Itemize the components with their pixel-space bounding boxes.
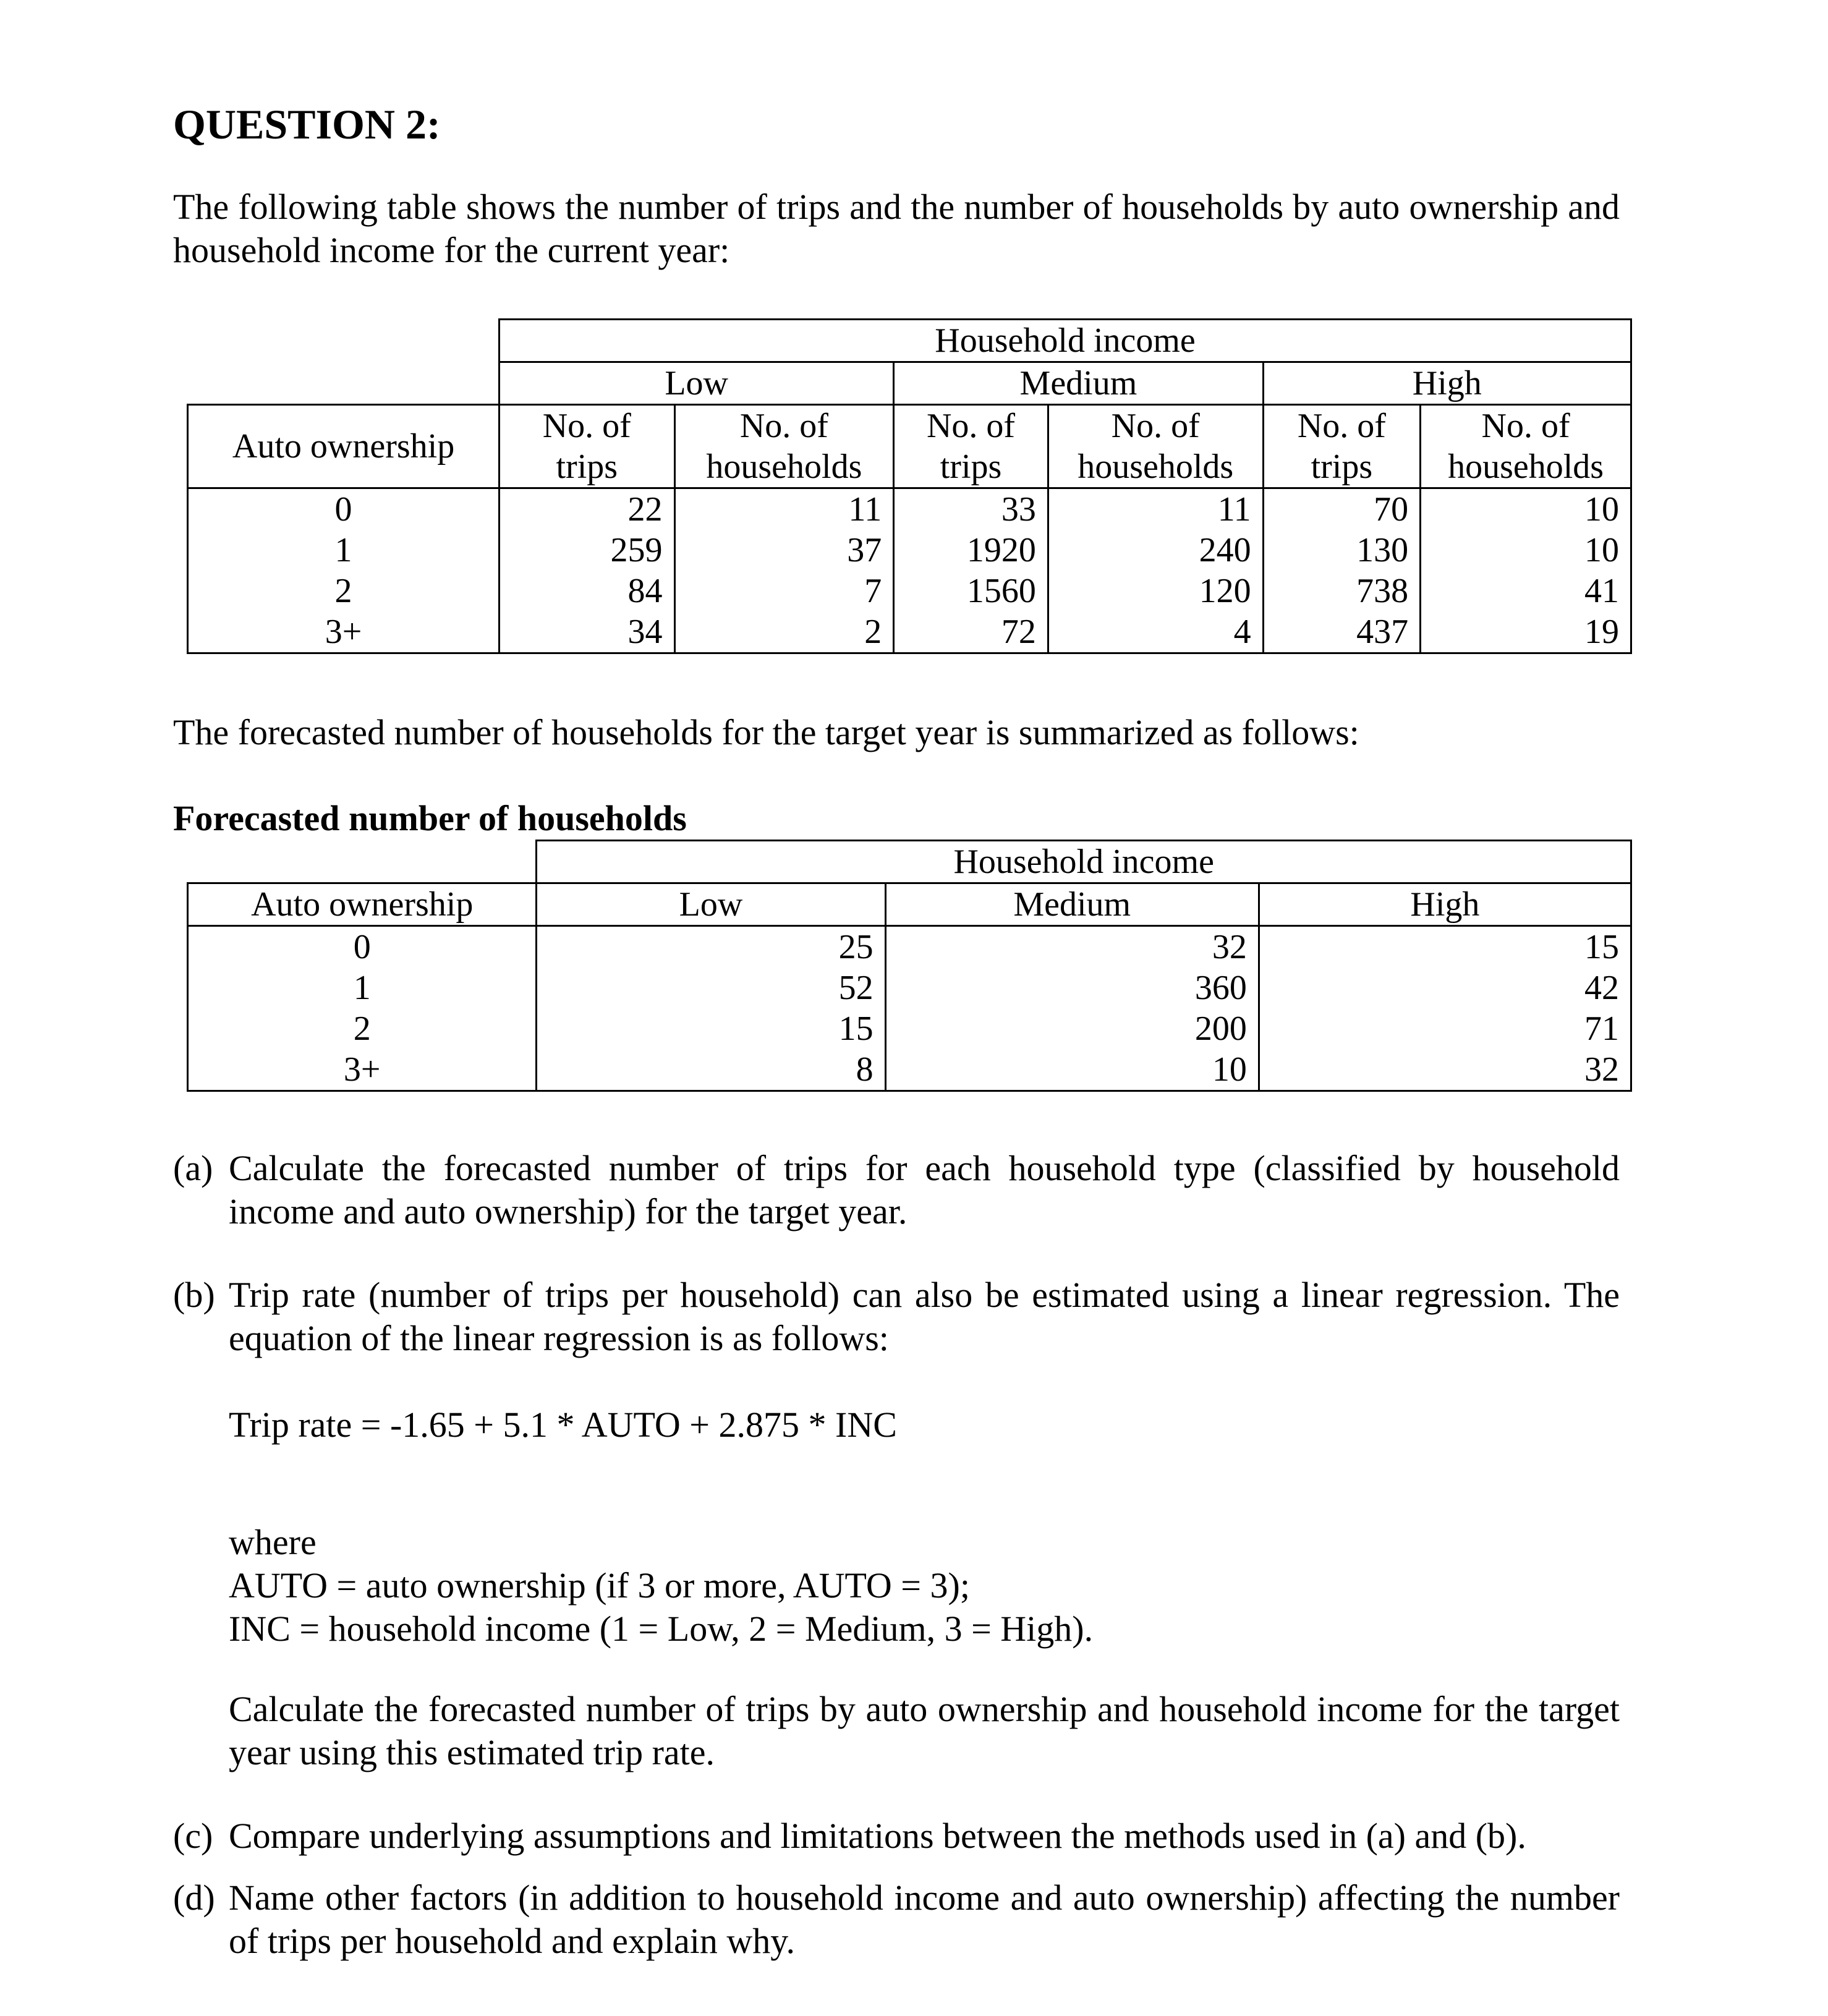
cell-value: 10 bbox=[1421, 488, 1631, 530]
cell-value: 32 bbox=[1259, 1049, 1631, 1091]
cell-value: 1920 bbox=[894, 530, 1048, 571]
cell-value: 11 bbox=[674, 488, 894, 530]
question-title: QUESTION 2: bbox=[173, 101, 441, 148]
auto-value: 3+ bbox=[188, 611, 500, 653]
cell-value: 4 bbox=[1048, 611, 1263, 653]
income-medium-header: Medium bbox=[894, 362, 1263, 405]
part-b bbox=[173, 1274, 1620, 1360]
col-households-header: No. of households bbox=[674, 405, 894, 488]
cell-value: 360 bbox=[885, 968, 1259, 1008]
cell-value: 437 bbox=[1263, 611, 1421, 653]
cell-value: 259 bbox=[500, 530, 674, 571]
col-households-header: No. of households bbox=[1048, 405, 1263, 488]
col-trips-header: No. of trips bbox=[1263, 405, 1421, 488]
auto-value: 0 bbox=[188, 488, 500, 530]
cell-value: 7 bbox=[674, 571, 894, 611]
cell-value: 52 bbox=[537, 968, 885, 1008]
cell-value: 41 bbox=[1421, 571, 1631, 611]
auto-value: 1 bbox=[188, 530, 500, 571]
cell-value: 1560 bbox=[894, 571, 1048, 611]
table-row bbox=[188, 968, 1631, 1008]
cell-value: 72 bbox=[894, 611, 1048, 653]
part-a-label: (a) bbox=[173, 1148, 213, 1188]
part-b-text: Trip rate (number of trips per household) can also be estimated using a linear regression. The equation of the linear regression is as follows: bbox=[229, 1275, 1620, 1358]
table-row bbox=[188, 571, 1631, 611]
income-low-header: Low bbox=[537, 883, 885, 926]
household-income-header: Household income bbox=[537, 841, 1631, 883]
table-row bbox=[188, 488, 1631, 530]
auto-value: 2 bbox=[188, 571, 500, 611]
cell-value: 10 bbox=[1421, 530, 1631, 571]
cell-value: 19 bbox=[1421, 611, 1631, 653]
table-row bbox=[188, 1008, 1631, 1049]
col-households-header: No. of households bbox=[1421, 405, 1631, 488]
part-c bbox=[173, 1814, 1620, 1858]
part-d-text: Name other factors (in addition to household income and auto ownership) affecting the number of trips per household and explain why. bbox=[229, 1878, 1620, 1961]
part-b-followup: Calculate the forecasted number of trips by auto ownership and household income for the target year using this estimated trip rate. bbox=[229, 1689, 1620, 1772]
part-a-text: Calculate the forecasted number of trips for each household type (classified by household income and auto ownership) for the target year. bbox=[229, 1148, 1620, 1231]
part-c-text: Compare underlying assumptions and limitations between the methods used in (a) and (b). bbox=[229, 1816, 1526, 1856]
inc-definition: INC = household income (1 = Low, 2 = Medium, 3 = High). bbox=[229, 1609, 1094, 1649]
cell-value: 2 bbox=[674, 611, 894, 653]
cell-value: 70 bbox=[1263, 488, 1421, 530]
table-row bbox=[188, 926, 1631, 968]
income-medium-header: Medium bbox=[885, 883, 1259, 926]
auto-ownership-header: Auto ownership bbox=[188, 883, 537, 926]
auto-value: 0 bbox=[188, 926, 537, 968]
cell-value: 738 bbox=[1263, 571, 1421, 611]
cell-value: 10 bbox=[885, 1049, 1259, 1091]
cell-value: 37 bbox=[674, 530, 894, 571]
table-row bbox=[188, 611, 1631, 653]
cell-value: 22 bbox=[500, 488, 674, 530]
cell-value: 71 bbox=[1259, 1008, 1631, 1049]
table-row bbox=[188, 1049, 1631, 1091]
auto-definition: AUTO = auto ownership (if 3 or more, AUTO = 3); bbox=[229, 1565, 970, 1606]
current-year-table bbox=[187, 318, 1632, 654]
intro-paragraph: The following table shows the number of trips and the number of households by auto ownership and household income for the current year: bbox=[173, 187, 1620, 270]
cell-value: 34 bbox=[500, 611, 674, 653]
cell-value: 8 bbox=[537, 1049, 885, 1091]
auto-value: 2 bbox=[188, 1008, 537, 1049]
auto-ownership-header: Auto ownership bbox=[188, 405, 500, 488]
col-trips-header: No. of trips bbox=[500, 405, 674, 488]
cell-value: 15 bbox=[1259, 926, 1631, 968]
cell-value: 130 bbox=[1263, 530, 1421, 571]
col-trips-header: No. of trips bbox=[894, 405, 1048, 488]
cell-value: 84 bbox=[500, 571, 674, 611]
table-row bbox=[188, 530, 1631, 571]
cell-value: 200 bbox=[885, 1008, 1259, 1049]
cell-value: 240 bbox=[1048, 530, 1263, 571]
income-high-header: High bbox=[1263, 362, 1631, 405]
household-income-header: Household income bbox=[500, 320, 1631, 362]
part-c-label: (c) bbox=[173, 1816, 213, 1856]
cell-value: 15 bbox=[537, 1008, 885, 1049]
part-b-label: (b) bbox=[173, 1275, 215, 1315]
auto-value: 1 bbox=[188, 968, 537, 1008]
cell-value: 25 bbox=[537, 926, 885, 968]
forecast-table bbox=[187, 840, 1632, 1092]
forecast-heading: Forecasted number of households bbox=[173, 798, 687, 838]
cell-value: 42 bbox=[1259, 968, 1631, 1008]
cell-value: 120 bbox=[1048, 571, 1263, 611]
income-low-header: Low bbox=[500, 362, 894, 405]
part-d bbox=[173, 1876, 1620, 1963]
regression-equation: Trip rate = -1.65 + 5.1 * AUTO + 2.875 * INC bbox=[229, 1405, 897, 1445]
cell-value: 32 bbox=[885, 926, 1259, 968]
cell-value: 33 bbox=[894, 488, 1048, 530]
part-a bbox=[173, 1147, 1620, 1233]
where-label: where bbox=[229, 1522, 317, 1562]
auto-value: 3+ bbox=[188, 1049, 537, 1091]
cell-value: 11 bbox=[1048, 488, 1263, 530]
income-high-header: High bbox=[1259, 883, 1631, 926]
forecast-intro: The forecasted number of households for the target year is summarized as follows: bbox=[173, 712, 1359, 752]
part-d-label: (d) bbox=[173, 1878, 215, 1918]
